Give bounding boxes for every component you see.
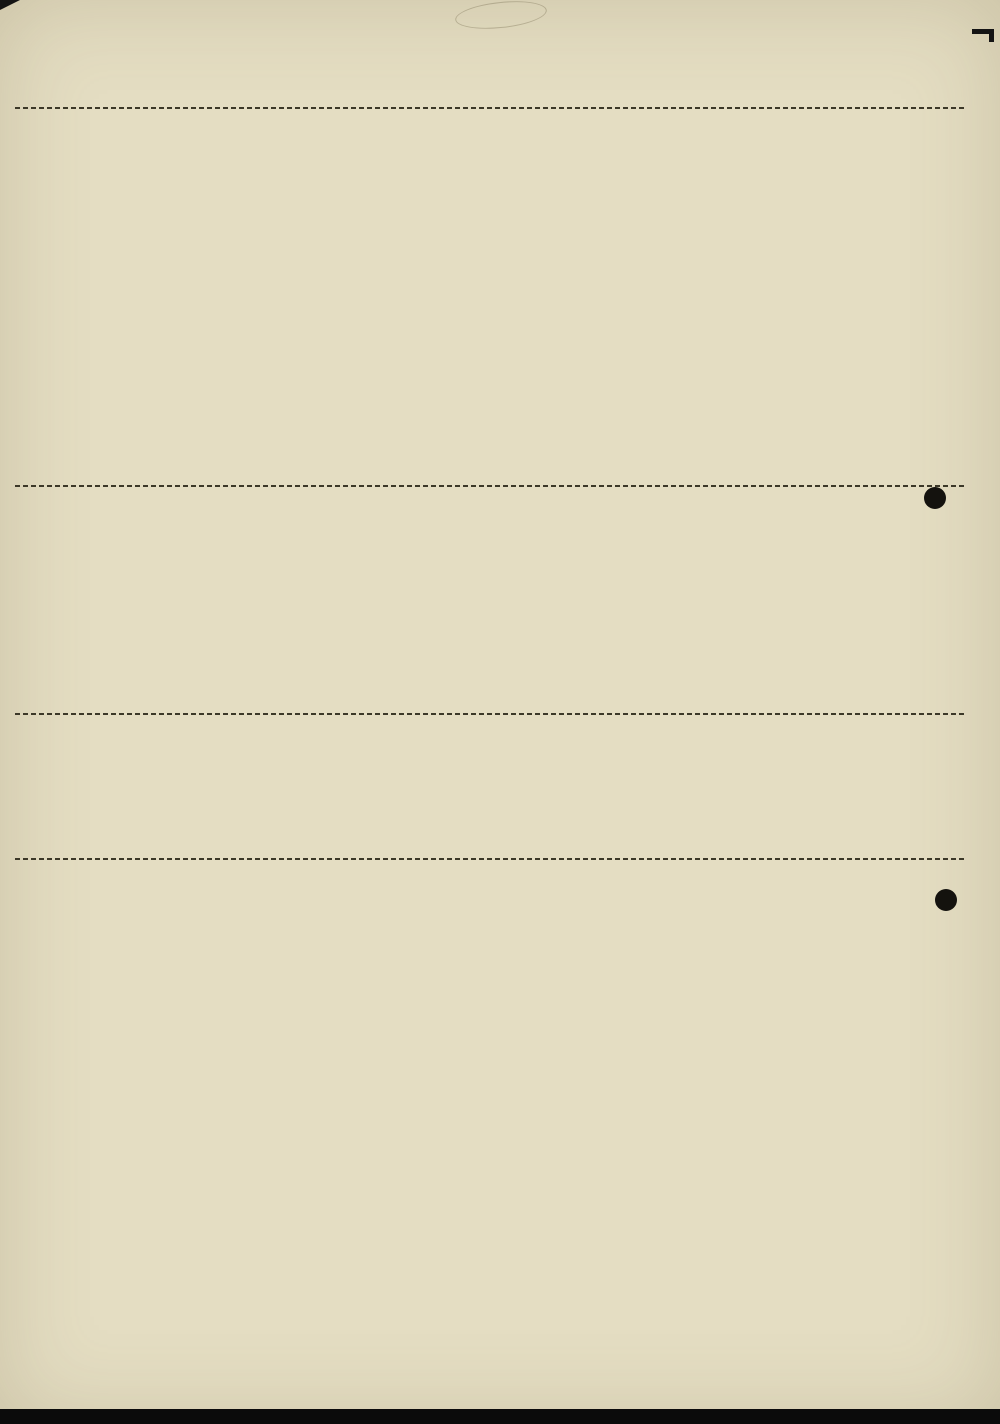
punch-hole	[935, 889, 957, 911]
typed-divider	[15, 107, 965, 109]
stamp-mark	[454, 0, 548, 33]
typed-divider	[15, 858, 965, 860]
scan-corner-mark	[0, 0, 20, 10]
punch-hole	[924, 487, 946, 509]
scan-corner-mark	[989, 29, 994, 42]
section-astro	[15, 710, 965, 717]
sounding-chart	[26, 884, 796, 1370]
section-bodenmessungen	[15, 104, 965, 111]
typed-divider	[15, 713, 965, 715]
sounding-chart-svg	[26, 884, 796, 1370]
typed-divider	[15, 485, 965, 487]
section-ausland	[15, 482, 965, 489]
scan-edge-bar	[0, 1409, 1000, 1424]
